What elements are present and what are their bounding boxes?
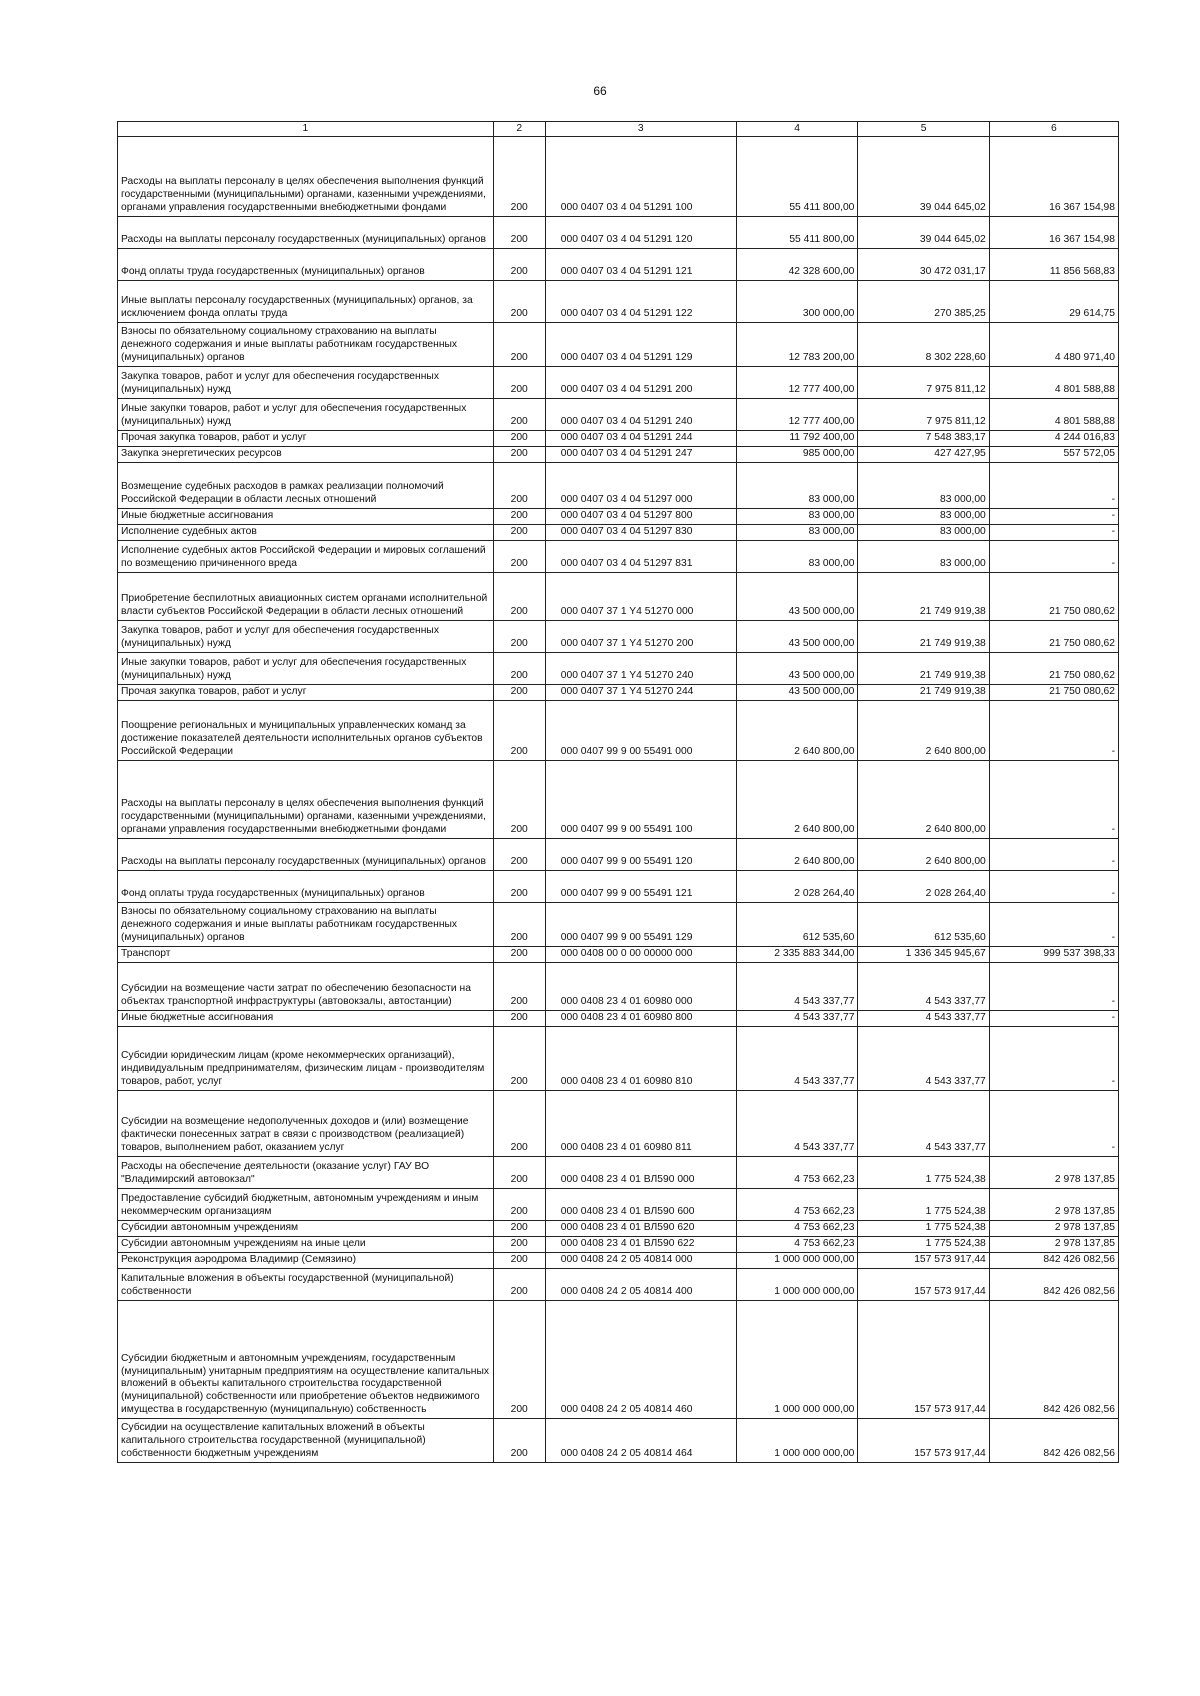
- row-unexecuted-amount: 842 426 082,56: [989, 1269, 1118, 1301]
- row-name: Поощрение региональных и муниципальных управленческих команд за достижение показателей деятельности исполнительных органов субъектов Российской Федерации: [118, 701, 494, 761]
- row-line-code: 200: [493, 217, 545, 249]
- table-row: [118, 431, 1119, 447]
- row-approved-amount: 4 753 662,23: [736, 1237, 858, 1253]
- row-name: Иные бюджетные ассигнования: [118, 509, 494, 525]
- row-line-code: 200: [493, 1011, 545, 1027]
- row-line-code: 200: [493, 525, 545, 541]
- column-header: 4: [736, 122, 858, 137]
- row-executed-amount: 21 749 919,38: [858, 621, 989, 653]
- table-row: [118, 701, 1119, 761]
- row-unexecuted-amount: 842 426 082,56: [989, 1253, 1118, 1269]
- row-budget-code: 000 0408 23 4 01 ВЛ590 622: [545, 1237, 736, 1253]
- row-approved-amount: 12 783 200,00: [736, 323, 858, 367]
- row-name: Реконструкция аэродрома Владимир (Семязино): [118, 1253, 494, 1269]
- row-name: Субсидии бюджетным и автономным учреждениям, государственным (муниципальным) унитарным предприятиям на осуществление капитальных вложений в объекты капитального строительства государственной (муниципальной) собственности или приобретение объектов недвижимого имущества в государственную (муниципальную) собственность: [118, 1301, 494, 1419]
- row-executed-amount: 612 535,60: [858, 903, 989, 947]
- row-budget-code: 000 0407 99 9 00 55491 120: [545, 839, 736, 871]
- row-line-code: 200: [493, 1189, 545, 1221]
- row-name: Капитальные вложения в объекты государственной (муниципальной) собственности: [118, 1269, 494, 1301]
- row-executed-amount: 1 775 524,38: [858, 1237, 989, 1253]
- row-budget-code: 000 0407 03 4 04 51297 800: [545, 509, 736, 525]
- row-executed-amount: 7 548 383,17: [858, 431, 989, 447]
- row-line-code: 200: [493, 947, 545, 963]
- table-row: [118, 217, 1119, 249]
- row-unexecuted-amount: 4 801 588,88: [989, 399, 1118, 431]
- table-row: [118, 685, 1119, 701]
- row-name: Предоставление субсидий бюджетным, автономным учреждениям и иным некоммерческим организациям: [118, 1189, 494, 1221]
- row-budget-code: 000 0407 03 4 04 51297 830: [545, 525, 736, 541]
- row-line-code: 200: [493, 1091, 545, 1157]
- row-approved-amount: 2 335 883 344,00: [736, 947, 858, 963]
- row-approved-amount: 55 411 800,00: [736, 137, 858, 217]
- row-budget-code: 000 0407 37 1 Y4 51270 244: [545, 685, 736, 701]
- row-executed-amount: 2 028 264,40: [858, 871, 989, 903]
- table-row: [118, 1189, 1119, 1221]
- row-line-code: 200: [493, 249, 545, 281]
- row-line-code: 200: [493, 653, 545, 685]
- row-budget-code: 000 0408 23 4 01 ВЛ590 600: [545, 1189, 736, 1221]
- row-approved-amount: 83 000,00: [736, 509, 858, 525]
- row-executed-amount: 4 543 337,77: [858, 963, 989, 1011]
- row-budget-code: 000 0407 03 4 04 51291 100: [545, 137, 736, 217]
- table-row: [118, 1221, 1119, 1237]
- row-budget-code: 000 0408 00 0 00 00000 000: [545, 947, 736, 963]
- row-unexecuted-amount: -: [989, 1091, 1118, 1157]
- table-row: [118, 963, 1119, 1011]
- row-executed-amount: 4 543 337,77: [858, 1011, 989, 1027]
- row-name: Прочая закупка товаров, работ и услуг: [118, 431, 494, 447]
- row-name: Расходы на выплаты персоналу государственных (муниципальных) органов: [118, 839, 494, 871]
- row-executed-amount: 1 336 345 945,67: [858, 947, 989, 963]
- row-line-code: 200: [493, 701, 545, 761]
- row-budget-code: 000 0407 37 1 Y4 51270 000: [545, 573, 736, 621]
- row-line-code: 200: [493, 281, 545, 323]
- table-row: [118, 367, 1119, 399]
- row-name: Иные бюджетные ассигнования: [118, 1011, 494, 1027]
- row-executed-amount: 83 000,00: [858, 541, 989, 573]
- table-row: [118, 621, 1119, 653]
- row-budget-code: 000 0408 24 2 05 40814 460: [545, 1301, 736, 1419]
- row-approved-amount: 1 000 000 000,00: [736, 1269, 858, 1301]
- row-executed-amount: 1 775 524,38: [858, 1157, 989, 1189]
- row-line-code: 200: [493, 1301, 545, 1419]
- row-line-code: 200: [493, 1419, 545, 1463]
- table-row: [118, 249, 1119, 281]
- row-approved-amount: 612 535,60: [736, 903, 858, 947]
- table-row: [118, 653, 1119, 685]
- row-executed-amount: 157 573 917,44: [858, 1253, 989, 1269]
- row-approved-amount: 43 500 000,00: [736, 653, 858, 685]
- row-unexecuted-amount: 16 367 154,98: [989, 137, 1118, 217]
- row-budget-code: 000 0407 03 4 04 51291 240: [545, 399, 736, 431]
- row-approved-amount: 1 000 000 000,00: [736, 1253, 858, 1269]
- row-line-code: 200: [493, 1237, 545, 1253]
- row-approved-amount: 2 640 800,00: [736, 839, 858, 871]
- row-executed-amount: 7 975 811,12: [858, 367, 989, 399]
- row-budget-code: 000 0408 23 4 01 60980 800: [545, 1011, 736, 1027]
- row-unexecuted-amount: -: [989, 839, 1118, 871]
- row-executed-amount: 21 749 919,38: [858, 573, 989, 621]
- page-number: 66: [593, 84, 607, 98]
- row-budget-code: 000 0407 03 4 04 51297 831: [545, 541, 736, 573]
- row-budget-code: 000 0408 24 2 05 40814 400: [545, 1269, 736, 1301]
- row-name: Закупка энергетических ресурсов: [118, 447, 494, 463]
- row-line-code: 200: [493, 463, 545, 509]
- row-line-code: 200: [493, 367, 545, 399]
- table-row: [118, 541, 1119, 573]
- row-name: Расходы на выплаты персоналу в целях обеспечения выполнения функций государственными (муниципальными) органами, казенными учреждениями, органами управления государственными внебюджетными фондами: [118, 137, 494, 217]
- row-name: Исполнение судебных актов: [118, 525, 494, 541]
- table-row: [118, 1269, 1119, 1301]
- row-unexecuted-amount: 557 572,05: [989, 447, 1118, 463]
- row-line-code: 200: [493, 761, 545, 839]
- row-executed-amount: 2 640 800,00: [858, 839, 989, 871]
- row-approved-amount: 83 000,00: [736, 463, 858, 509]
- row-line-code: 200: [493, 431, 545, 447]
- row-approved-amount: 1 000 000 000,00: [736, 1419, 858, 1463]
- table-row: [118, 463, 1119, 509]
- column-header: 2: [493, 122, 545, 137]
- row-unexecuted-amount: -: [989, 903, 1118, 947]
- row-approved-amount: 4 753 662,23: [736, 1221, 858, 1237]
- row-name: Субсидии юридическим лицам (кроме некоммерческих организаций), индивидуальным предпринимателям, физическим лицам - производителям товаров, работ, услуг: [118, 1027, 494, 1091]
- row-executed-amount: 39 044 645,02: [858, 137, 989, 217]
- column-header: 6: [989, 122, 1118, 137]
- row-name: Субсидии автономным учреждениям на иные цели: [118, 1237, 494, 1253]
- row-executed-amount: 4 543 337,77: [858, 1027, 989, 1091]
- row-name: Прочая закупка товаров, работ и услуг: [118, 685, 494, 701]
- row-unexecuted-amount: 4 801 588,88: [989, 367, 1118, 399]
- table-row: [118, 1027, 1119, 1091]
- table-row: [118, 525, 1119, 541]
- row-executed-amount: 270 385,25: [858, 281, 989, 323]
- row-executed-amount: 427 427,95: [858, 447, 989, 463]
- row-line-code: 200: [493, 541, 545, 573]
- row-line-code: 200: [493, 399, 545, 431]
- row-executed-amount: 2 640 800,00: [858, 701, 989, 761]
- row-name: Фонд оплаты труда государственных (муниципальных) органов: [118, 871, 494, 903]
- row-line-code: 200: [493, 573, 545, 621]
- row-budget-code: 000 0407 03 4 04 51291 121: [545, 249, 736, 281]
- row-approved-amount: 4 543 337,77: [736, 1011, 858, 1027]
- row-name: Закупка товаров, работ и услуг для обеспечения государственных (муниципальных) нужд: [118, 621, 494, 653]
- row-budget-code: 000 0407 03 4 04 51297 000: [545, 463, 736, 509]
- row-approved-amount: 2 640 800,00: [736, 701, 858, 761]
- row-name: Субсидии на осуществление капитальных вложений в объекты капитального строительства государственной (муниципальной) собственности бюджетным учреждениям: [118, 1419, 494, 1463]
- row-line-code: 200: [493, 1027, 545, 1091]
- row-line-code: 200: [493, 1157, 545, 1189]
- row-executed-amount: 157 573 917,44: [858, 1269, 989, 1301]
- row-unexecuted-amount: 2 978 137,85: [989, 1157, 1118, 1189]
- table-body: [118, 137, 1119, 1463]
- row-budget-code: 000 0407 03 4 04 51291 200: [545, 367, 736, 399]
- row-line-code: 200: [493, 839, 545, 871]
- row-unexecuted-amount: 29 614,75: [989, 281, 1118, 323]
- row-approved-amount: 1 000 000 000,00: [736, 1301, 858, 1419]
- row-executed-amount: 1 775 524,38: [858, 1221, 989, 1237]
- row-line-code: 200: [493, 137, 545, 217]
- row-line-code: 200: [493, 1269, 545, 1301]
- row-executed-amount: 8 302 228,60: [858, 323, 989, 367]
- table-row: [118, 1253, 1119, 1269]
- row-executed-amount: 30 472 031,17: [858, 249, 989, 281]
- row-name: Взносы по обязательному социальному страхованию на выплаты денежного содержания и иные выплаты работникам государственных (муниципальных) органов: [118, 903, 494, 947]
- row-budget-code: 000 0408 24 2 05 40814 464: [545, 1419, 736, 1463]
- row-line-code: 200: [493, 963, 545, 1011]
- row-approved-amount: 4 753 662,23: [736, 1157, 858, 1189]
- row-unexecuted-amount: -: [989, 761, 1118, 839]
- row-unexecuted-amount: 21 750 080,62: [989, 653, 1118, 685]
- row-unexecuted-amount: -: [989, 701, 1118, 761]
- row-budget-code: 000 0407 03 4 04 51291 244: [545, 431, 736, 447]
- row-name: Расходы на обеспечение деятельности (оказание услуг) ГАУ ВО "Владимирский автовокзал": [118, 1157, 494, 1189]
- table-row: [118, 871, 1119, 903]
- row-budget-code: 000 0407 37 1 Y4 51270 200: [545, 621, 736, 653]
- row-unexecuted-amount: -: [989, 963, 1118, 1011]
- row-approved-amount: 83 000,00: [736, 541, 858, 573]
- row-approved-amount: 43 500 000,00: [736, 685, 858, 701]
- row-approved-amount: 11 792 400,00: [736, 431, 858, 447]
- row-line-code: 200: [493, 903, 545, 947]
- table-row: [118, 137, 1119, 217]
- row-budget-code: 000 0408 23 4 01 60980 810: [545, 1027, 736, 1091]
- row-unexecuted-amount: 2 978 137,85: [989, 1237, 1118, 1253]
- row-executed-amount: 83 000,00: [858, 463, 989, 509]
- row-unexecuted-amount: 842 426 082,56: [989, 1301, 1118, 1419]
- row-budget-code: 000 0407 03 4 04 51291 120: [545, 217, 736, 249]
- row-budget-code: 000 0408 23 4 01 ВЛ590 000: [545, 1157, 736, 1189]
- row-unexecuted-amount: 842 426 082,56: [989, 1419, 1118, 1463]
- row-executed-amount: 157 573 917,44: [858, 1301, 989, 1419]
- row-line-code: 200: [493, 509, 545, 525]
- row-name: Расходы на выплаты персоналу в целях обеспечения выполнения функций государственными (муниципальными) органами, казенными учреждениями, органами управления государственными внебюджетными фондами: [118, 761, 494, 839]
- row-approved-amount: 12 777 400,00: [736, 399, 858, 431]
- row-unexecuted-amount: -: [989, 1027, 1118, 1091]
- row-line-code: 200: [493, 871, 545, 903]
- row-unexecuted-amount: 2 978 137,85: [989, 1189, 1118, 1221]
- row-approved-amount: 4 543 337,77: [736, 1091, 858, 1157]
- row-approved-amount: 4 543 337,77: [736, 1027, 858, 1091]
- row-unexecuted-amount: 11 856 568,83: [989, 249, 1118, 281]
- row-unexecuted-amount: 4 480 971,40: [989, 323, 1118, 367]
- column-header: 3: [545, 122, 736, 137]
- table-row: [118, 1301, 1119, 1419]
- row-executed-amount: 83 000,00: [858, 525, 989, 541]
- column-header: 1: [118, 122, 494, 137]
- row-line-code: 200: [493, 685, 545, 701]
- row-unexecuted-amount: -: [989, 509, 1118, 525]
- row-unexecuted-amount: -: [989, 541, 1118, 573]
- row-unexecuted-amount: 21 750 080,62: [989, 685, 1118, 701]
- row-budget-code: 000 0407 03 4 04 51291 122: [545, 281, 736, 323]
- row-name: Расходы на выплаты персоналу государственных (муниципальных) органов: [118, 217, 494, 249]
- row-executed-amount: 21 749 919,38: [858, 685, 989, 701]
- row-budget-code: 000 0407 03 4 04 51291 247: [545, 447, 736, 463]
- row-name: Фонд оплаты труда государственных (муниципальных) органов: [118, 249, 494, 281]
- row-name: Субсидии автономным учреждениям: [118, 1221, 494, 1237]
- row-unexecuted-amount: 2 978 137,85: [989, 1221, 1118, 1237]
- table-row: [118, 447, 1119, 463]
- row-approved-amount: 83 000,00: [736, 525, 858, 541]
- row-approved-amount: 2 028 264,40: [736, 871, 858, 903]
- row-approved-amount: 4 753 662,23: [736, 1189, 858, 1221]
- row-budget-code: 000 0407 37 1 Y4 51270 240: [545, 653, 736, 685]
- row-name: Приобретение беспилотных авиационных систем органами исполнительной власти субъектов Российской Федерации в области лесных отношений: [118, 573, 494, 621]
- row-approved-amount: 43 500 000,00: [736, 621, 858, 653]
- table-row: [118, 1091, 1119, 1157]
- row-approved-amount: 42 328 600,00: [736, 249, 858, 281]
- table-row: [118, 573, 1119, 621]
- table-row: [118, 323, 1119, 367]
- row-budget-code: 000 0408 23 4 01 ВЛ590 620: [545, 1221, 736, 1237]
- column-header: 5: [858, 122, 989, 137]
- row-name: Взносы по обязательному социальному страхованию на выплаты денежного содержания и иные выплаты работникам государственных (муниципальных) органов: [118, 323, 494, 367]
- row-budget-code: 000 0407 99 9 00 55491 129: [545, 903, 736, 947]
- row-name: Закупка товаров, работ и услуг для обеспечения государственных (муниципальных) нужд: [118, 367, 494, 399]
- row-executed-amount: 7 975 811,12: [858, 399, 989, 431]
- row-line-code: 200: [493, 1221, 545, 1237]
- row-line-code: 200: [493, 621, 545, 653]
- row-budget-code: 000 0407 99 9 00 55491 000: [545, 701, 736, 761]
- table-row: [118, 1419, 1119, 1463]
- table-row: [118, 1237, 1119, 1253]
- row-unexecuted-amount: 21 750 080,62: [989, 621, 1118, 653]
- row-name: Иные выплаты персоналу государственных (муниципальных) органов, за исключением фонда оплаты труда: [118, 281, 494, 323]
- table-row: [118, 509, 1119, 525]
- row-name: Исполнение судебных актов Российской Федерации и мировых соглашений по возмещению причиненного вреда: [118, 541, 494, 573]
- row-approved-amount: 300 000,00: [736, 281, 858, 323]
- row-executed-amount: 21 749 919,38: [858, 653, 989, 685]
- table-row: [118, 1157, 1119, 1189]
- row-unexecuted-amount: 999 537 398,33: [989, 947, 1118, 963]
- table-row: [118, 399, 1119, 431]
- budget-execution-table: [117, 121, 1119, 1463]
- row-approved-amount: 2 640 800,00: [736, 761, 858, 839]
- row-budget-code: 000 0408 23 4 01 60980 000: [545, 963, 736, 1011]
- table-row: [118, 903, 1119, 947]
- row-unexecuted-amount: -: [989, 463, 1118, 509]
- row-unexecuted-amount: -: [989, 1011, 1118, 1027]
- row-approved-amount: 43 500 000,00: [736, 573, 858, 621]
- row-unexecuted-amount: 16 367 154,98: [989, 217, 1118, 249]
- row-budget-code: 000 0407 99 9 00 55491 100: [545, 761, 736, 839]
- row-executed-amount: 2 640 800,00: [858, 761, 989, 839]
- row-executed-amount: 1 775 524,38: [858, 1189, 989, 1221]
- row-name: Возмещение судебных расходов в рамках реализации полномочий Российской Федерации в области лесных отношений: [118, 463, 494, 509]
- row-budget-code: 000 0408 23 4 01 60980 811: [545, 1091, 736, 1157]
- row-executed-amount: 39 044 645,02: [858, 217, 989, 249]
- row-name: Транспорт: [118, 947, 494, 963]
- row-approved-amount: 985 000,00: [736, 447, 858, 463]
- row-executed-amount: 157 573 917,44: [858, 1419, 989, 1463]
- row-unexecuted-amount: 4 244 016,83: [989, 431, 1118, 447]
- row-approved-amount: 12 777 400,00: [736, 367, 858, 399]
- row-line-code: 200: [493, 447, 545, 463]
- table-row: [118, 1011, 1119, 1027]
- row-budget-code: 000 0407 03 4 04 51291 129: [545, 323, 736, 367]
- table-row: [118, 761, 1119, 839]
- row-name: Иные закупки товаров, работ и услуг для обеспечения государственных (муниципальных) нужд: [118, 653, 494, 685]
- row-line-code: 200: [493, 1253, 545, 1269]
- header-row: [118, 122, 1119, 137]
- row-unexecuted-amount: -: [989, 871, 1118, 903]
- row-approved-amount: 55 411 800,00: [736, 217, 858, 249]
- row-line-code: 200: [493, 323, 545, 367]
- row-budget-code: 000 0408 24 2 05 40814 000: [545, 1253, 736, 1269]
- table-row: [118, 947, 1119, 963]
- row-unexecuted-amount: -: [989, 525, 1118, 541]
- row-unexecuted-amount: 21 750 080,62: [989, 573, 1118, 621]
- table-row: [118, 839, 1119, 871]
- row-budget-code: 000 0407 99 9 00 55491 121: [545, 871, 736, 903]
- row-name: Субсидии на возмещение части затрат по обеспечению безопасности на объектах транспортной инфраструктуры (автовокзалы, автостанции): [118, 963, 494, 1011]
- table-row: [118, 281, 1119, 323]
- row-executed-amount: 83 000,00: [858, 509, 989, 525]
- row-name: Субсидии на возмещение недополученных доходов и (или) возмещение фактически понесенных затрат в связи с производством (реализацией) товаров, выполнением работ, оказанием услуг: [118, 1091, 494, 1157]
- row-approved-amount: 4 543 337,77: [736, 963, 858, 1011]
- row-name: Иные закупки товаров, работ и услуг для обеспечения государственных (муниципальных) нужд: [118, 399, 494, 431]
- row-executed-amount: 4 543 337,77: [858, 1091, 989, 1157]
